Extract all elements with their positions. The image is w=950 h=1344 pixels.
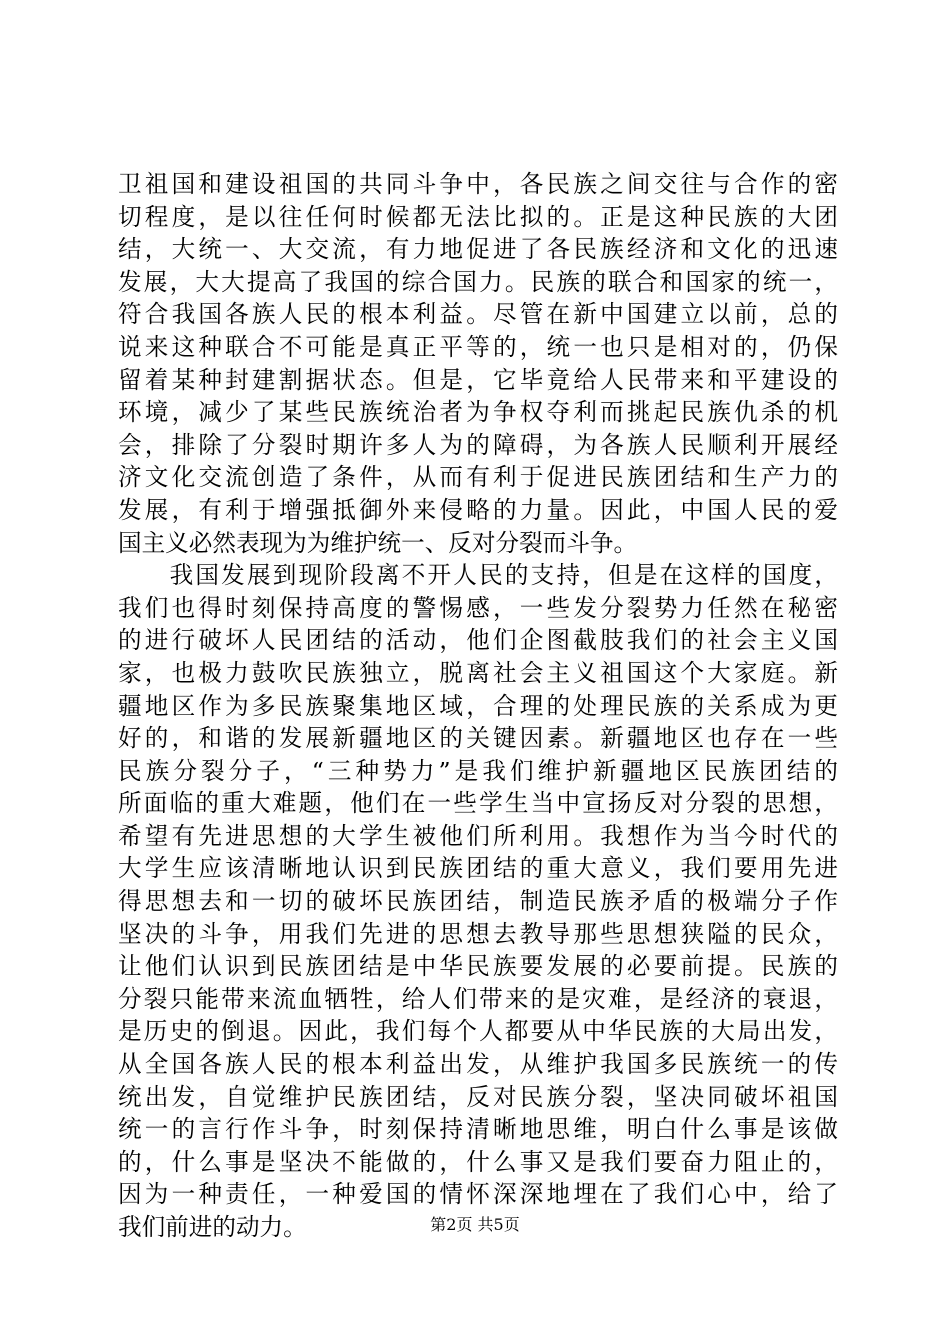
text-line: 留着某种封建割据状态。但是，它毕竟给人民带来和平建设的	[118, 365, 838, 394]
page-number-footer: 第2页 共5页	[430, 1215, 520, 1234]
body-text	[118, 168, 838, 1244]
text-line: 切程度，是以往任何时候都无法比拟的。正是这种民族的大团	[118, 202, 838, 231]
text-line: 卫祖国和建设祖国的共同斗争中，各民族之间交往与合作的密	[118, 170, 838, 198]
text-line: 疆地区作为多民族聚集地区域，合理的处理民族的关系成为更	[118, 691, 838, 720]
text-line: 结，大统一、大交流，有力地促进了各民族经济和文化的迅速	[118, 235, 838, 264]
text-line: 因为一种责任，一种爱国的情怀深深地埋在了我们心中，给了	[118, 1180, 838, 1209]
text-line: 我国发展到现阶段离不开人民的支持，但是在这样的国度，	[118, 561, 838, 590]
text-line: 好的，和谐的发展新疆地区的关键因素。新疆地区也存在一些	[118, 724, 838, 753]
text-line: 民族分裂分子，“三种势力”是我们维护新疆地区民族团结的	[118, 756, 838, 785]
text-line: 我们前进的动力。	[118, 1213, 307, 1241]
text-line: 得思想去和一切的破坏民族团结，制造民族矛盾的极端分子作	[118, 887, 838, 916]
text-line: 的进行破坏人民团结的活动，他们企图截肢我们的社会主义国	[118, 626, 838, 655]
text-line: 家，也极力鼓吹民族独立，脱离社会主义祖国这个大家庭。新	[118, 658, 838, 687]
text-line: 发展，大大提高了我国的综合国力。民族的联合和国家的统一，	[118, 267, 838, 296]
text-line: 环境，减少了某些民族统治者为争权夺利而挑起民族仇杀的机	[118, 398, 838, 427]
text-line: 大学生应该清晰地认识到民族团结的重大意义，我们要用先进	[118, 854, 838, 883]
text-line: 所面临的重大难题，他们在一些学生当中宣扬反对分裂的思想，	[118, 789, 838, 818]
text-line: 会，排除了分裂时期许多人为的障碍，为各族人民顺利开展经	[118, 430, 838, 459]
text-line: 我们也得时刻保持高度的警惕感，一些发分裂势力任然在秘密	[118, 593, 838, 622]
text-line: 符合我国各族人民的根本利益。尽管在新中国建立以前，总的	[118, 300, 838, 329]
text-line: 统一的言行作斗争，时刻保持清晰地思维，明白什么事是该做	[118, 1115, 838, 1144]
text-line: 国主义必然表现为为维护统一、反对分裂而斗争。	[118, 528, 638, 557]
text-line: 从全国各族人民的根本利益出发，从维护我国多民族统一的传	[118, 1050, 838, 1079]
text-line: 是历史的倒退。因此，我们每个人都要从中华民族的大局出发，	[118, 1017, 838, 1046]
text-line: 希望有先进思想的大学生被他们所利用。我想作为当今时代的	[118, 821, 838, 850]
text-line: 坚决的斗争，用我们先进的思想去教导那些思想狭隘的民众，	[118, 919, 838, 948]
text-line: 让他们认识到民族团结是中华民族要发展的必要前提。民族的	[118, 952, 838, 981]
text-line: 济文化交流创造了条件，从而有利于促进民族团结和生产力的	[118, 463, 838, 492]
text-line: 统出发，自觉维护民族团结，反对民族分裂，坚决同破坏祖国	[118, 1082, 838, 1111]
text-line: 分裂只能带来流血牺牲，给人们带来的是灾难，是经济的衰退，	[118, 984, 838, 1013]
text-line: 的，什么事是坚决不能做的，什么事又是我们要奋力阻止的，	[118, 1147, 838, 1176]
text-line: 发展，有利于增强抵御外来侵略的力量。因此，中国人民的爱	[118, 495, 838, 524]
text-line: 说来这种联合不可能是真正平等的，统一也只是相对的，仍保	[118, 332, 838, 361]
